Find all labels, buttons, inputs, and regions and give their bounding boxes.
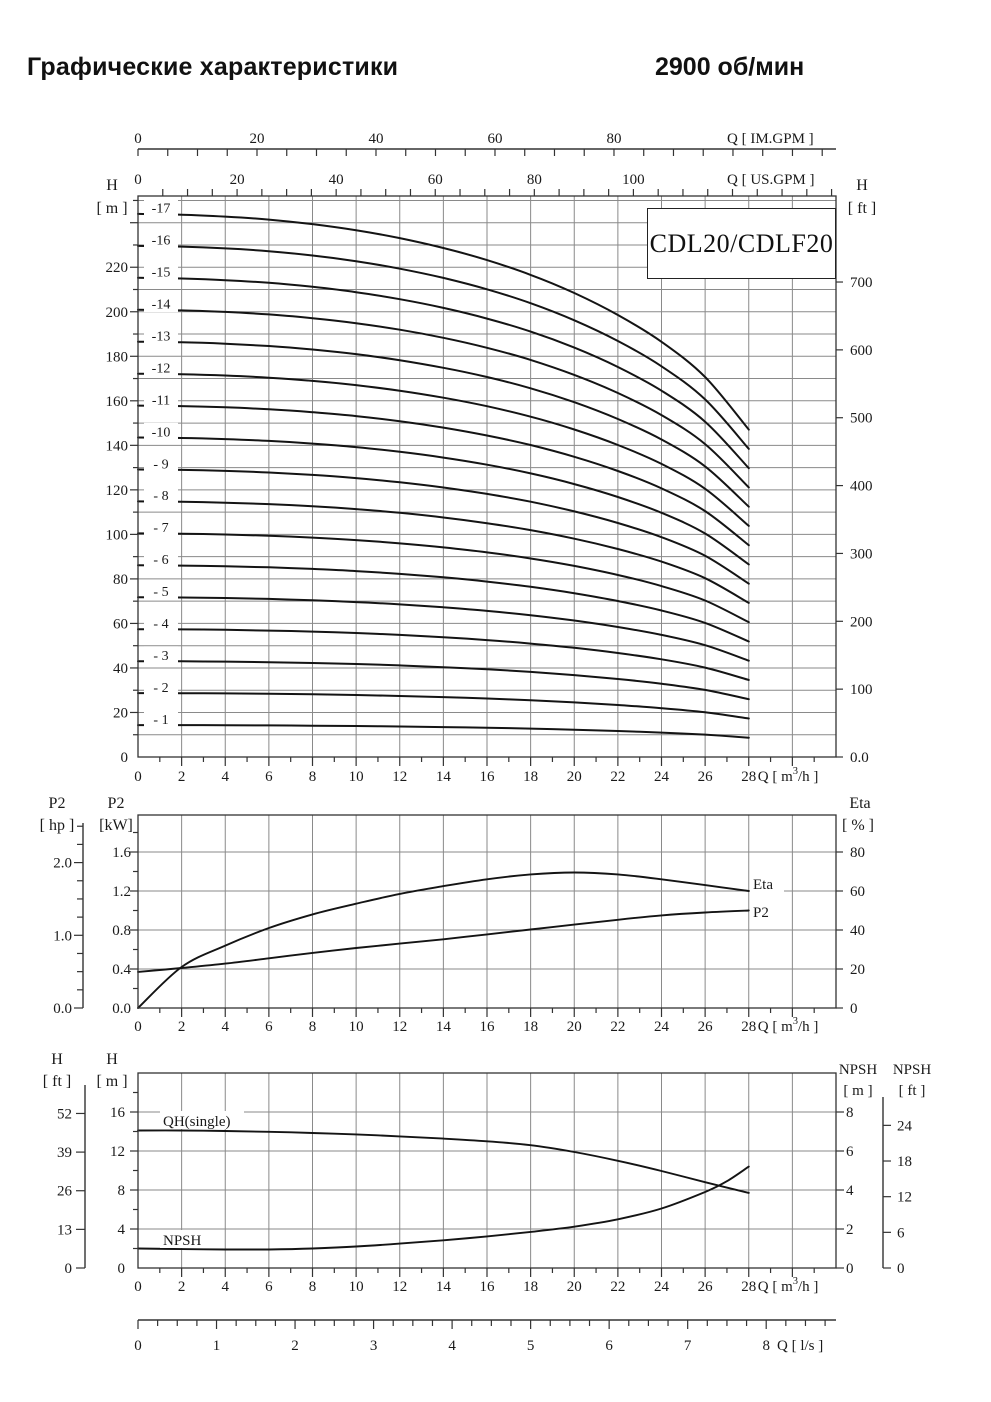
p2-kw-tick-label: 0.8	[112, 923, 131, 939]
qh-ft-axis-title: [ ft ]	[42, 1073, 72, 1090]
x-tick-label: 22	[610, 769, 626, 785]
h-ft-tick-label: 500	[850, 410, 873, 427]
eta-tick-label: 0	[850, 1001, 858, 1017]
us-gpm-tick-label: 100	[622, 172, 645, 188]
p2-hp-tick-label: 0.0	[53, 1001, 72, 1017]
npsh-ft-tick-label: 0	[897, 1261, 905, 1277]
x-tick-label: 8	[308, 1019, 317, 1035]
eta-tick-label: 40	[850, 923, 865, 939]
h-ft-tick-label: 100	[850, 682, 873, 699]
qh-ft-axis-title: H	[51, 1051, 63, 1068]
x-tick-label: 2	[177, 769, 186, 785]
stage-curve-label: -12	[151, 361, 171, 377]
qh-ft-tick-label: 52	[57, 1106, 72, 1123]
x-tick-label: 0	[134, 769, 142, 785]
stage-curve-label: - 5	[153, 585, 169, 601]
eta-axis-title: [ % ]	[842, 817, 874, 834]
x-tick-label: 28	[741, 769, 757, 785]
h-ft-tick-label: 300	[850, 546, 873, 563]
im-gpm-tick-label: 80	[606, 131, 622, 147]
x-axis-title-m3h: Q [ $m^3/h$ ]	[757, 1016, 819, 1035]
qh-m-tick-label: 0	[117, 1261, 125, 1277]
qh-ft-tick-label: 0	[64, 1261, 72, 1277]
h-ft-tick-label: 700	[850, 275, 873, 292]
page-title: Графические характеристики	[27, 53, 399, 81]
stage-curve-label: -17	[151, 201, 171, 217]
eta-tick-label: 60	[850, 884, 865, 900]
stage-curve-label: - 8	[153, 489, 169, 505]
x-tick-label: 4	[221, 1279, 229, 1295]
p2-curve-label: P2	[753, 905, 769, 921]
stage-curve-label: -15	[151, 265, 171, 281]
x-tick-label: 18	[523, 769, 539, 785]
x-tick-label: 2	[177, 1279, 186, 1295]
x-tick-label: 22	[610, 1019, 626, 1035]
stage-curve-label: - 6	[153, 553, 169, 569]
x-tick-label: 20	[566, 769, 582, 785]
npsh-ft-tick-label: 24	[897, 1118, 912, 1135]
qh-m-axis-title: [ m ]	[96, 1073, 128, 1090]
us-gpm-tick-label: 80	[526, 172, 542, 188]
h-m-tick-label: 220	[105, 260, 128, 277]
x-tick-label: 22	[610, 1279, 626, 1295]
x-tick-label: 24	[654, 769, 669, 785]
us-gpm-tick-label: 20	[229, 172, 245, 188]
us-gpm-tick-label: 40	[328, 172, 344, 188]
qh-m-axis-title: H	[106, 1051, 118, 1068]
h-ft-tick-label: 600	[850, 342, 873, 359]
ls-tick-label: 4	[448, 1338, 456, 1354]
npsh-ft-axis-title: NPSH	[892, 1062, 932, 1078]
stage-curve-label: - 9	[153, 457, 169, 473]
ls-tick-label: 3	[369, 1338, 378, 1354]
x-axis-title-m3h: Q [ $m^3/h$ ]	[757, 1276, 819, 1295]
h-ft-tick-label: 400	[850, 478, 873, 495]
x-tick-label: 12	[392, 1019, 408, 1035]
x-tick-label: 28	[741, 1279, 757, 1295]
p2-hp-tick-label: 1.0	[53, 928, 72, 945]
qh-m-tick-label: 8	[117, 1183, 125, 1199]
x-tick-label: 16	[479, 1019, 495, 1035]
h-ft-axis-title: H	[856, 177, 868, 194]
stage-curve-label: - 3	[153, 648, 169, 664]
npsh-curve-label: NPSH	[163, 1233, 202, 1249]
h-ft-axis-title: [ ft ]	[847, 200, 877, 217]
x-tick-label: 14	[435, 769, 451, 785]
p2-hp-axis-title: P2	[48, 795, 66, 812]
im-gpm-tick-label: 40	[368, 131, 384, 147]
qh-m-tick-label: 16	[110, 1105, 125, 1121]
ls-tick-label: 0	[134, 1338, 142, 1354]
x-axis-title-m3h: Q [ $m^3/h$ ]	[757, 766, 819, 785]
x-tick-label: 4	[221, 769, 229, 785]
npsh-m-axis-title: [ m ]	[843, 1083, 873, 1099]
x-tick-label: 6	[265, 1019, 273, 1035]
us-gpm-tick-label: 0	[134, 172, 142, 188]
eta-tick-label: 20	[850, 962, 865, 978]
p2-hp-tick-label: 2.0	[53, 855, 72, 872]
stage-curve-label: -14	[151, 297, 171, 313]
x-tick-label: 26	[697, 769, 713, 785]
x-tick-label: 20	[566, 1019, 582, 1035]
x-tick-label: 10	[348, 1279, 364, 1295]
stage-curve-label: - 2	[153, 680, 169, 696]
qh-ft-tick-label: 39	[57, 1145, 72, 1162]
x-tick-label: 12	[392, 1279, 408, 1295]
ls-axis-title: Q [ l/s ]	[777, 1338, 824, 1354]
npsh-m-tick-label: 2	[846, 1222, 854, 1238]
h-m-tick-label: 60	[113, 616, 128, 633]
h-m-tick-label: 100	[105, 527, 128, 544]
us-gpm-axis-title: Q [ US.GPM ]	[727, 172, 815, 188]
qh-m-tick-label: 4	[117, 1222, 125, 1238]
h-m-tick-label: 40	[113, 660, 128, 677]
stage-curve-label: - 7	[153, 521, 169, 537]
x-tick-label: 16	[479, 1279, 495, 1295]
x-tick-label: 0	[134, 1279, 142, 1295]
h-m-tick-label: 20	[113, 705, 128, 722]
npsh-m-tick-label: 4	[846, 1183, 854, 1199]
stage-curve-label: -10	[151, 425, 171, 441]
qh-single-curve-label: QH(single)	[163, 1114, 231, 1130]
p2-kw-tick-label: 1.6	[112, 845, 131, 861]
us-gpm-tick-label: 60	[427, 172, 443, 188]
eta-tick-label: 80	[850, 845, 865, 861]
stage-curve-label: - 4	[153, 616, 169, 632]
eta-curve-label: Eta	[753, 877, 773, 893]
eta-axis-title: Eta	[849, 795, 871, 812]
ls-tick-label: 5	[526, 1338, 535, 1354]
rpm-label: 2900 об/мин	[655, 53, 805, 81]
npsh-ft-tick-label: 12	[897, 1189, 912, 1206]
p2-kw-axis-title: [kW]	[99, 817, 133, 834]
x-tick-label: 8	[308, 769, 317, 785]
im-gpm-axis-title: Q [ IM.GPM ]	[727, 131, 814, 147]
h-ft-tick-label: 0.0	[850, 750, 869, 766]
h-ft-tick-label: 200	[850, 614, 873, 631]
im-gpm-tick-label: 0	[134, 131, 142, 147]
x-tick-label: 26	[697, 1019, 713, 1035]
im-gpm-tick-label: 60	[487, 131, 503, 147]
p2-kw-tick-label: 1.2	[112, 884, 131, 900]
qh-chart-grid	[138, 1073, 836, 1268]
npsh-m-tick-label: 0	[846, 1261, 854, 1277]
x-tick-label: 12	[392, 769, 408, 785]
p2-kw-tick-label: 0.4	[112, 962, 131, 978]
stage-curve-label: -13	[151, 329, 171, 345]
p2-hp-axis-title: [ hp ]	[39, 817, 75, 834]
ls-axis	[134, 1320, 836, 1354]
npsh-m-tick-label: 8	[846, 1105, 854, 1121]
h-m-tick-label: 120	[105, 482, 128, 499]
h-m-tick-label: 180	[105, 349, 128, 366]
ls-tick-label: 7	[683, 1338, 692, 1354]
h-m-axis-title: H	[106, 177, 118, 194]
h-m-axis-title: [ m ]	[96, 200, 128, 217]
h-m-tick-label: 140	[105, 438, 128, 455]
stage-curve-label: -11	[151, 393, 171, 409]
npsh-m-tick-label: 6	[846, 1144, 854, 1160]
x-tick-label: 26	[697, 1279, 713, 1295]
x-tick-label: 4	[221, 1019, 229, 1035]
ls-tick-label: 2	[291, 1338, 299, 1354]
qh-m-tick-label: 12	[110, 1144, 125, 1160]
x-tick-label: 10	[348, 1019, 364, 1035]
ls-tick-label: 8	[762, 1338, 770, 1354]
h-m-tick-label: 160	[105, 393, 128, 410]
h-m-tick-label: 200	[105, 304, 128, 321]
power-chart-curves	[138, 873, 784, 1009]
model-label: CDL20/CDLF20	[647, 208, 836, 279]
ls-tick-label: 1	[212, 1338, 221, 1354]
stage-curve-label: - 1	[153, 712, 169, 728]
qh-ft-tick-label: 26	[57, 1183, 72, 1200]
x-tick-label: 6	[265, 1279, 273, 1295]
npsh-m-axis-title: NPSH	[838, 1062, 878, 1078]
im-gpm-tick-label: 20	[249, 131, 265, 147]
x-tick-label: 14	[435, 1019, 451, 1035]
x-tick-label: 6	[265, 769, 273, 785]
p2-kw-axis-title: P2	[107, 795, 125, 812]
x-tick-label: 20	[566, 1279, 582, 1295]
x-tick-label: 18	[523, 1019, 539, 1035]
x-tick-label: 14	[435, 1279, 451, 1295]
npsh-ft-axis-title: [ ft ]	[898, 1083, 926, 1099]
x-tick-label: 0	[134, 1019, 142, 1035]
h-m-tick-label: 80	[113, 571, 128, 588]
x-tick-label: 28	[741, 1019, 757, 1035]
x-tick-label: 8	[308, 1279, 317, 1295]
x-tick-label: 24	[654, 1279, 669, 1295]
qh-ft-tick-label: 13	[57, 1222, 72, 1239]
npsh-ft-tick-label: 6	[897, 1225, 905, 1242]
main-chart-stage-labels	[144, 199, 178, 728]
x-tick-label: 18	[523, 1279, 539, 1295]
stage-curve-label: -16	[151, 233, 171, 249]
x-tick-label: 2	[177, 1019, 186, 1035]
x-tick-label: 16	[479, 769, 495, 785]
ls-tick-label: 6	[605, 1338, 613, 1354]
x-tick-label: 24	[654, 1019, 669, 1035]
npsh-ft-tick-label: 18	[897, 1154, 912, 1171]
p2-kw-tick-label: 0.0	[112, 1001, 131, 1017]
h-m-tick-label: 0	[120, 750, 128, 766]
im-gpm-axis	[134, 131, 836, 156]
x-tick-label: 10	[348, 769, 364, 785]
